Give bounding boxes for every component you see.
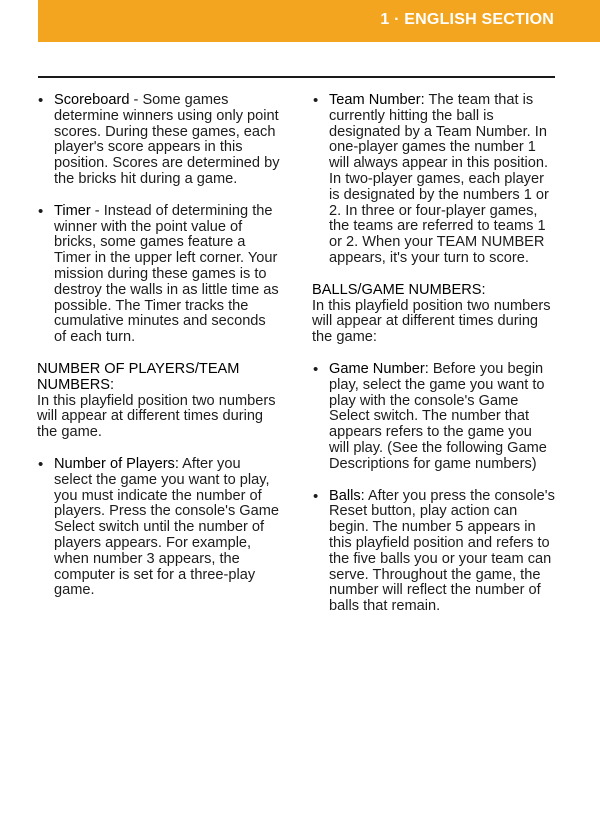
item-text: After you select the game you want to play, you must indicate the number of players. Press the console's Game Select switch until the number of players appears. For example, when number 3 appears, the computer is set for a three-play game. xyxy=(54,455,280,599)
bullet-item-scoreboard xyxy=(37,93,280,188)
right-column xyxy=(312,93,555,631)
bullet-icon: • xyxy=(313,360,319,378)
section-label: 1 · ENGLISH SECTION xyxy=(380,11,554,28)
item-term: Number of Players: xyxy=(54,455,179,472)
item-term: Timer xyxy=(54,202,91,219)
bullet-icon: • xyxy=(313,487,319,505)
section-intro-balls: In this playfield position two numbers will appear at different times during the game: xyxy=(312,297,551,346)
bullet-item-timer xyxy=(37,204,280,346)
bullet-item-team-number xyxy=(312,93,555,267)
bullet-icon: • xyxy=(38,455,44,473)
bullet-icon: • xyxy=(38,92,44,109)
bullet-icon: • xyxy=(313,92,319,109)
horizontal-rule xyxy=(38,76,555,78)
section-intro-players: In this playfield position two numbers will appear at different times during the game. xyxy=(37,392,276,441)
header-bar xyxy=(38,0,600,42)
item-text: The team that is currently hitting the ball is designated by a Team Number. In one-player games the number 1 will always appear in this position. In two-player games, each player is designated by the numbers 1 or 2. In three or four-player games, the teams are referred to teams 1 or 2. When your TEAM NUMBER appears, it's your turn to score. xyxy=(329,92,549,266)
item-text: After you press the console's Reset button, play action can begin. The number 5 appears in this playfield position and refers to the five balls you or your team can serve. Throughout the game, the number will reflect the number of balls that remain. xyxy=(329,487,555,615)
item-text: Some games determine winners using only point scores. During these games, each player's score appears in this position. Scores are determined by the bricks hit during a game. xyxy=(54,92,280,187)
item-term: Scoreboard xyxy=(54,92,130,108)
item-text: Before you begin play, select the game you want to play with the console's Game Select switch. The number that appears refers to the game you will play. (See the following Game Descriptions for game numbers) xyxy=(329,360,547,472)
item-separator: - xyxy=(129,92,143,108)
section-heading-balls: BALLS/GAME NUMBERS: xyxy=(312,281,486,298)
item-separator: - xyxy=(90,202,104,219)
section-heading-players: NUMBER OF PLAYERS/TEAM NUMBERS: xyxy=(37,360,240,393)
item-term: Team Number: xyxy=(329,92,425,108)
item-text: Instead of determining the winner with the point value of bricks, some games feature a Timer in the upper left corner. Your mission during these games is to destroy the walls in as little time as possible. The Timer tracks the cumulative minutes and seconds of each turn. xyxy=(54,202,279,346)
left-column xyxy=(37,93,280,615)
bullet-item-balls xyxy=(312,489,555,615)
bullet-item-game-number xyxy=(312,362,555,473)
bullet-icon: • xyxy=(38,202,44,220)
item-term: Game Number: xyxy=(329,360,429,377)
item-term: Balls: xyxy=(329,487,365,504)
bullet-item-number-of-players xyxy=(37,457,280,599)
